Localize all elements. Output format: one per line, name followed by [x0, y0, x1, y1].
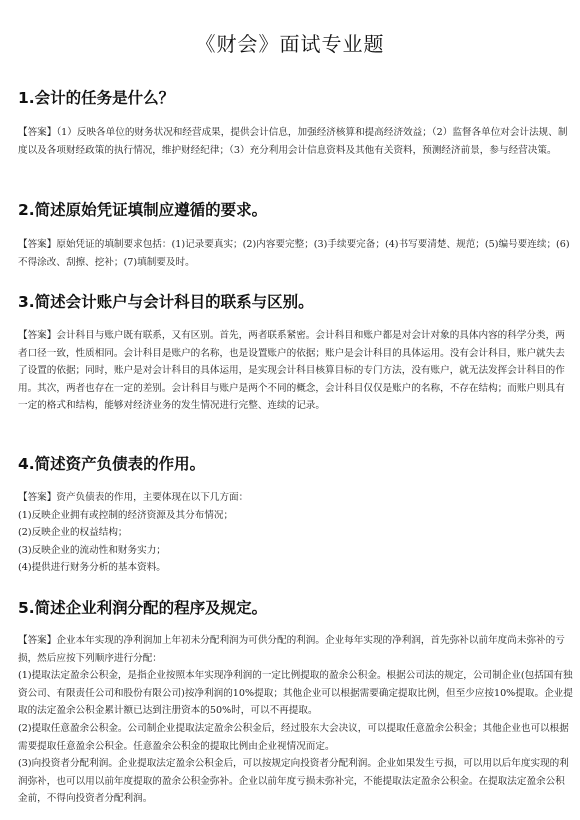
- answer-block-2: [18, 236, 573, 271]
- answer-block-1: [18, 124, 573, 159]
- section-heading-4: 4.简述资产负债表的作用。: [18, 455, 206, 473]
- section-heading-1: 1.会计的任务是什么？: [18, 89, 175, 107]
- answer-paragraph: 【答案】会计科目与账户既有联系，又有区别。首先，两者联系紧密。会计科目和账户都是对会计对象的具体内容的科学分类，两者口径一致，性质相同。会计科目是账户的名称，也是设置账户的依据；账户是会计科目的具体运用。没有会计科目，账户就失去了设置的依据；同时，账户是对会计科目的具体运用，是实现会计科目核算目标的专门方法，没有账户，就无法发挥会计科目的作用。其次，两者也存在一定的差别。会计科目与账户是两个不同的概念，会计科目仅仅是账户的名称，不存在结构；而账户则具有一定的格式和结构，能够对经济业务的发生情况进行完整、连续的记录。: [18, 330, 565, 412]
- answer-paragraph: (1)反映企业拥有或控制的经济资源及其分布情况；: [18, 509, 234, 521]
- answer-paragraph: (1)提取法定盈余公积金，是指企业按照本年实现净利润的一定比例提取的盈余公积金。根据公司法的规定，公司制企业(包括国有独资公司、有限责任公司和股份有限公司)按净利润的10%提取；其他企业可以根据需要确定提取比例，但至少应按10%提取。企业提取的法定盈余公积金累计额已达到注册资本的50%时，可以不再提取。: [18, 670, 573, 717]
- answer-paragraph: (4)提供进行财务分析的基本资料。: [18, 562, 166, 574]
- answer-paragraph: (2)反映企业的权益结构；: [18, 527, 128, 539]
- answer-block-5: [18, 632, 573, 808]
- answer-paragraph: (2)提取任意盈余公积金。公司制企业提取法定盈余公积金后，经过股东大会决议，可以提取任意盈余公积金；其他企业也可以根据需要提取任意盈余公积金。任意盈余公积金的提取比例由企业视情况而定。: [18, 722, 569, 752]
- answer-paragraph: (3)向投资者分配利润。企业提取法定盈余公积金后，可以按规定向投资者分配利润。企业如果发生亏损，可以用以后年度实现的利润弥补，也可以用以前年度提取的盈余公积金弥补。企业以前年度亏损未弥补完，不能提取法定盈余公积金。在提取法定盈余公积金前，不得向投资者分配利润。: [18, 758, 569, 805]
- section-heading-2: 2.简述原始凭证填制应遵循的要求。: [18, 201, 268, 219]
- answer-block-4: [18, 489, 573, 577]
- answer-block-3: [18, 327, 573, 415]
- answer-paragraph: 【答案】企业本年实现的净利润加上年初未分配利润为可供分配的利润。企业每年实现的净利润，首先弥补以前年度尚未弥补的亏损，然后应按下列顺序进行分配：: [18, 635, 565, 664]
- answer-paragraph: (3)反映企业的流动性和财务实力；: [18, 544, 166, 556]
- section-heading-3: 3.简述会计账户与会计科目的联系与区别。: [18, 293, 314, 311]
- answer-paragraph: 【答案】资产负债表的作用，主要体现在以下几方面：: [18, 492, 249, 503]
- section-heading-5: 5.简述企业利润分配的程序及规定。: [18, 599, 268, 617]
- document-title: 《财会》面试专业题: [195, 32, 385, 56]
- answer-paragraph: 【答案】原始凭证的填制要求包括：(1)记录要真实；(2)内容要完整；(3)手续要完备；(4)书写要清楚、规范；(5)编号要连续；(6)不得涂改、刮擦、挖补；(7)填制要及时。: [18, 239, 570, 268]
- answer-paragraph: 【答案】（1）反映各单位的财务状况和经营成果，提供会计信息，加强经济核算和提高经济效益；（2）监督各单位对会计法规、制度以及各项财经政策的执行情况，维护财经纪律；（3）充分利用会计信息资料及其他有关资料，预测经济前景，参与经营决策。: [18, 127, 568, 156]
